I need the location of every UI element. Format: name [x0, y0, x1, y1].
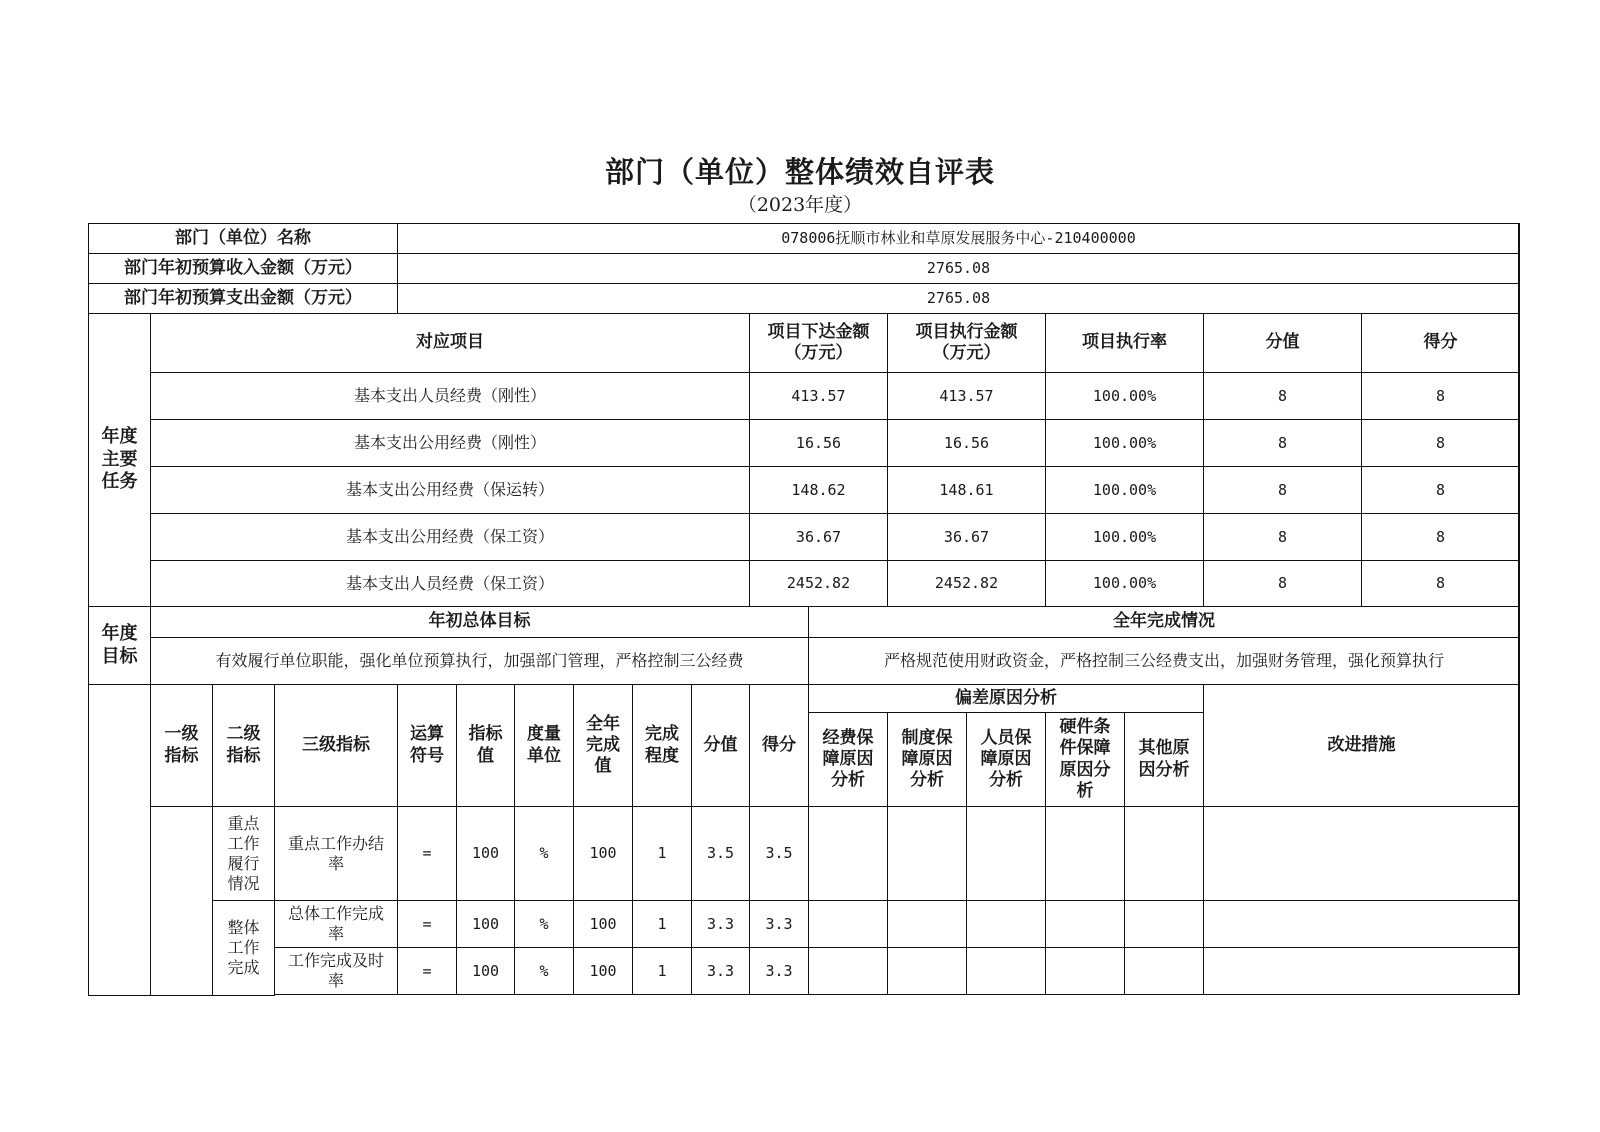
task-row-4-item-text: 基本支出公用经费（保工资）: [345, 527, 554, 546]
task-row-1-rate: [1045, 372, 1204, 420]
indicator-row-3-score: [749, 947, 809, 995]
page-title: 部门（单位）整体绩效自评表: [604, 155, 995, 189]
header-operator-text: 运算 符号: [410, 724, 444, 766]
task-row-5-allocated: [749, 560, 888, 607]
indicator-row-3-score-value: [691, 947, 750, 995]
header-operator: [397, 684, 457, 807]
header-dev-system: [887, 712, 967, 807]
indicator-row-1-empty-3: [966, 806, 1046, 901]
header-level3-text: 三级指标: [302, 734, 370, 755]
header-score-value-text: 分值: [703, 734, 738, 755]
task-row-2-executed: [887, 419, 1046, 467]
page-subtitle: （2023年度）: [737, 194, 863, 216]
header-score: [749, 684, 809, 807]
header-completion-text: 完成 程度: [645, 724, 679, 766]
indicator-row-2-target-text: 100: [471, 914, 500, 933]
header-level3: [274, 684, 398, 807]
task-row-3-rate-text: 100.00%: [1092, 480, 1157, 499]
indicator-row-3-completion: [632, 947, 692, 995]
indicator-row-3-score-value-text: 3.3: [706, 961, 735, 980]
tasks-header-score-text: 得分: [1423, 332, 1458, 353]
indicator-row-2-score-value-text: 3.3: [706, 914, 735, 933]
indicator-row-2-actual-text: 100: [589, 914, 617, 933]
task-row-4-score-value-text: 8: [1277, 527, 1288, 546]
indicator-row-2-empty-6: [1203, 900, 1520, 948]
header-target-text: 指标 值: [468, 724, 503, 766]
tasks-header-score: [1361, 313, 1520, 373]
indicator-row-2-empty-2: [887, 900, 967, 948]
task-row-3-score-value-text: 8: [1277, 480, 1288, 499]
tasks-section-label: [88, 313, 151, 607]
task-row-3-score: [1361, 466, 1520, 514]
task-row-1-item: [150, 372, 750, 420]
indicator-row-1-actual-text: 100: [589, 844, 617, 863]
income-label-text: 部门年初预算收入金额（万元）: [124, 257, 362, 278]
header-level2: [212, 684, 275, 807]
indicator-row-2-score-value: [691, 900, 750, 948]
indicator-row-1-operator-text: =: [422, 844, 432, 863]
task-row-3-allocated-text: 148.62: [791, 480, 846, 499]
tasks-section-label-text: 年度 主要 任务: [101, 426, 138, 493]
header-dev-other-text: 其他原 因分析: [1138, 738, 1190, 780]
task-row-1-score-text: 8: [1435, 386, 1446, 405]
indicator-row-1-empty-2: [887, 806, 967, 901]
task-row-5-item: [150, 560, 750, 607]
task-row-5-item-text: 基本支出人员经费（保工资）: [345, 573, 554, 593]
tasks-header-executed-text: 项目执行金额 （万元）: [915, 321, 1018, 363]
task-row-4-item: [150, 513, 750, 561]
header-dev-funding-text: 经费保 障原因 分析: [822, 727, 874, 791]
tasks-header-rate: [1045, 313, 1204, 373]
task-row-2-score: [1361, 419, 1520, 467]
header-dev-hardware: [1045, 712, 1125, 807]
indicator-row-3-empty-4: [1045, 947, 1125, 995]
indicator-row-1-empty-6: [1203, 806, 1520, 901]
task-row-3-score-value: [1203, 466, 1362, 514]
goals-section-label: [88, 606, 151, 685]
indicator-row-1-unit-text: %: [539, 844, 549, 863]
initial-goal-header: [150, 606, 809, 638]
indicator-row-1-operator: [397, 806, 457, 901]
header-dev-system-text: 制度保 障原因 分析: [901, 727, 953, 791]
task-row-1-allocated-text: 413.57: [791, 386, 846, 405]
header-deviation-text: 偏差原因分析: [955, 687, 1057, 708]
task-row-3-allocated: [749, 466, 888, 514]
unit-name-label: [88, 223, 398, 254]
expense-label-text: 部门年初预算支出金额（万元）: [124, 287, 362, 308]
unit-name-label-text: 部门（单位）名称: [175, 227, 311, 248]
indicator-row-2-level3: [274, 900, 398, 948]
header-deviation: [808, 684, 1204, 713]
indicator-row-3-unit-text: %: [539, 961, 549, 980]
indicators-section-label: [88, 684, 151, 996]
tasks-header-score-value-text: 分值: [1265, 332, 1300, 353]
task-row-4-executed-text: 36.67: [943, 527, 990, 546]
header-level1: [150, 684, 213, 807]
header-completion: [632, 684, 692, 807]
indicator-row-2-completion: [632, 900, 692, 948]
indicator-row-2-target: [456, 900, 515, 948]
indicator-row-2-operator-text: =: [422, 914, 432, 933]
indicator-row-3-level3: [274, 947, 398, 995]
indicator-row-3-operator: [397, 947, 457, 995]
indicator-row-1-completion-text: 1: [657, 844, 667, 863]
task-row-2-score-value-text: 8: [1277, 433, 1288, 452]
initial-goal-text: [150, 637, 809, 685]
indicator-row-3-level3-text: 工作完成及时 率: [287, 951, 384, 990]
task-row-5-allocated-text: 2452.82: [786, 574, 851, 593]
task-row-5-score-value: [1203, 560, 1362, 607]
indicator-row-2-empty-5: [1124, 900, 1204, 948]
task-row-5-executed-text: 2452.82: [934, 574, 999, 593]
indicator-row-2-unit: [514, 900, 574, 948]
indicator-row-3-score-text: 3.3: [765, 961, 793, 980]
tasks-header-score-value: [1203, 313, 1362, 373]
indicator-row-1-level3-text: 重点工作办结 率: [287, 833, 384, 873]
task-row-3-executed: [887, 466, 1046, 514]
indicator-row-1-score-value: [691, 806, 750, 901]
tasks-header-item-text: 对应项目: [416, 332, 484, 353]
task-row-2-rate: [1045, 419, 1204, 467]
unit-name-value-text: 078006抚顺市林业和草原发展服务中心-210400000: [781, 229, 1136, 248]
task-row-1-item-text: 基本支出人员经费（刚性）: [353, 386, 546, 405]
completion-text: [808, 637, 1520, 685]
header-target: [456, 684, 515, 807]
task-row-1-score: [1361, 372, 1520, 420]
indicator-row-3-actual: [573, 947, 633, 995]
header-score-text: 得分: [762, 734, 796, 755]
task-row-3-rate: [1045, 466, 1204, 514]
indicator-row-3-actual-text: 100: [589, 961, 617, 980]
task-row-2-score-text: 8: [1435, 433, 1446, 452]
indicator-row-3-completion-text: 1: [657, 961, 667, 980]
tasks-header-allocated: [749, 313, 888, 373]
header-dev-staff: [966, 712, 1046, 807]
indicator-row-2-empty-3: [966, 900, 1046, 948]
task-row-4-allocated-text: 36.67: [795, 527, 842, 546]
header-improvement-text: 改进措施: [1327, 734, 1396, 755]
initial-goal-text-text: 有效履行单位职能，强化单位预算执行，加强部门管理，严格控制三公经费: [215, 651, 744, 670]
indicator-row-2-empty-1: [808, 900, 888, 948]
task-row-2-item-text: 基本支出公用经费（刚性）: [353, 433, 546, 452]
task-row-4-rate-text: 100.00%: [1092, 527, 1157, 546]
level2-key-work-text: 重点 工作 履行 情况: [227, 813, 260, 893]
expense-value: [397, 283, 1520, 314]
unit-name-value: [397, 223, 1520, 254]
task-row-1-rate-text: 100.00%: [1092, 386, 1157, 405]
level2-key-work: [212, 806, 275, 901]
tasks-header-executed: [887, 313, 1046, 373]
tasks-header-item: [150, 313, 750, 373]
task-row-3-item-text: 基本支出公用经费（保运转）: [345, 480, 554, 499]
indicator-row-2-empty-4: [1045, 900, 1125, 948]
indicator-row-1-empty-1: [808, 806, 888, 901]
indicator-row-1-score-text: 3.5: [765, 844, 793, 863]
task-row-2-rate-text: 100.00%: [1092, 433, 1157, 452]
indicator-row-2-score: [749, 900, 809, 948]
task-row-4-score: [1361, 513, 1520, 561]
level1-cell: [150, 806, 213, 996]
indicator-row-1-unit: [514, 806, 574, 901]
completion-header-text: 全年完成情况: [1113, 611, 1215, 632]
header-actual: [573, 684, 633, 807]
indicator-row-3-empty-2: [887, 947, 967, 995]
task-row-5-score: [1361, 560, 1520, 607]
task-row-5-executed: [887, 560, 1046, 607]
header-dev-staff-text: 人员保 障原因 分析: [980, 727, 1032, 791]
indicator-row-1-actual: [573, 806, 633, 901]
indicator-row-1-empty-4: [1045, 806, 1125, 901]
task-row-1-score-value: [1203, 372, 1362, 420]
header-dev-funding: [808, 712, 888, 807]
level2-overall-work-text: 整体 工作 完成: [227, 918, 260, 977]
completion-header: [808, 606, 1520, 638]
task-row-5-rate: [1045, 560, 1204, 607]
task-row-2-score-value: [1203, 419, 1362, 467]
header-level1-text: 一级 指标: [164, 724, 199, 766]
income-label: [88, 253, 398, 284]
header-actual-text: 全年 完成 值: [586, 713, 620, 777]
task-row-1-score-value-text: 8: [1277, 386, 1288, 405]
tasks-header-allocated-text: 项目下达金额 （万元）: [767, 321, 870, 363]
indicator-row-2-completion-text: 1: [657, 914, 667, 933]
indicator-row-3-unit: [514, 947, 574, 995]
task-row-5-score-value-text: 8: [1277, 574, 1288, 593]
indicator-row-2-operator: [397, 900, 457, 948]
task-row-5-score-text: 8: [1435, 574, 1446, 593]
goals-section-label-text: 年度 目标: [101, 623, 138, 667]
indicator-row-3-empty-3: [966, 947, 1046, 995]
task-row-4-executed: [887, 513, 1046, 561]
indicator-row-1-completion: [632, 806, 692, 901]
indicator-row-2-level3-text: 总体工作完成 率: [287, 904, 384, 943]
task-row-4-score-value: [1203, 513, 1362, 561]
task-row-3-executed-text: 148.61: [939, 480, 994, 499]
task-row-1-allocated: [749, 372, 888, 420]
indicator-row-1-target: [456, 806, 515, 901]
income-value-text: 2765.08: [926, 259, 991, 278]
task-row-2-allocated-text: 16.56: [795, 433, 842, 452]
completion-text-text: 严格规范使用财政资金，严格控制三公经费支出，加强财务管理，强化预算执行: [883, 651, 1444, 670]
task-row-2-allocated: [749, 419, 888, 467]
task-row-3-item: [150, 466, 750, 514]
indicator-row-2-unit-text: %: [539, 914, 549, 933]
header-unit-text: 度量 单位: [527, 724, 561, 766]
level2-overall-work: [212, 900, 275, 996]
header-score-value: [691, 684, 750, 807]
indicator-row-1-empty-5: [1124, 806, 1204, 901]
task-row-4-allocated: [749, 513, 888, 561]
indicator-row-2-score-text: 3.3: [765, 914, 793, 933]
task-row-1-executed-text: 413.57: [939, 386, 994, 405]
indicator-row-3-empty-5: [1124, 947, 1204, 995]
task-row-4-rate: [1045, 513, 1204, 561]
indicator-row-3-target: [456, 947, 515, 995]
task-row-2-executed-text: 16.56: [943, 433, 990, 452]
header-level2-text: 二级 指标: [226, 724, 261, 766]
header-improvement: [1203, 684, 1520, 807]
indicator-row-3-operator-text: =: [422, 961, 432, 980]
tasks-header-rate-text: 项目执行率: [1082, 332, 1167, 353]
indicator-row-1-target-text: 100: [471, 844, 500, 863]
task-row-1-executed: [887, 372, 1046, 420]
task-row-2-item: [150, 419, 750, 467]
header-dev-hardware-text: 硬件条 件保障 原因分 析: [1059, 717, 1111, 801]
income-value: [397, 253, 1520, 284]
task-row-5-rate-text: 100.00%: [1092, 574, 1157, 593]
initial-goal-header-text: 年初总体目标: [428, 611, 531, 632]
indicator-row-1-level3: [274, 806, 398, 901]
indicator-row-3-empty-6: [1203, 947, 1520, 995]
indicator-row-2-actual: [573, 900, 633, 948]
header-unit: [514, 684, 574, 807]
indicator-row-3-empty-1: [808, 947, 888, 995]
task-row-3-score-text: 8: [1435, 480, 1446, 499]
expense-value-text: 2765.08: [926, 289, 991, 308]
task-row-4-score-text: 8: [1435, 527, 1446, 546]
indicator-row-1-score: [749, 806, 809, 901]
indicator-row-1-score-value-text: 3.5: [706, 844, 735, 863]
expense-label: [88, 283, 398, 314]
header-dev-other: [1124, 712, 1204, 807]
indicator-row-3-target-text: 100: [471, 961, 500, 980]
